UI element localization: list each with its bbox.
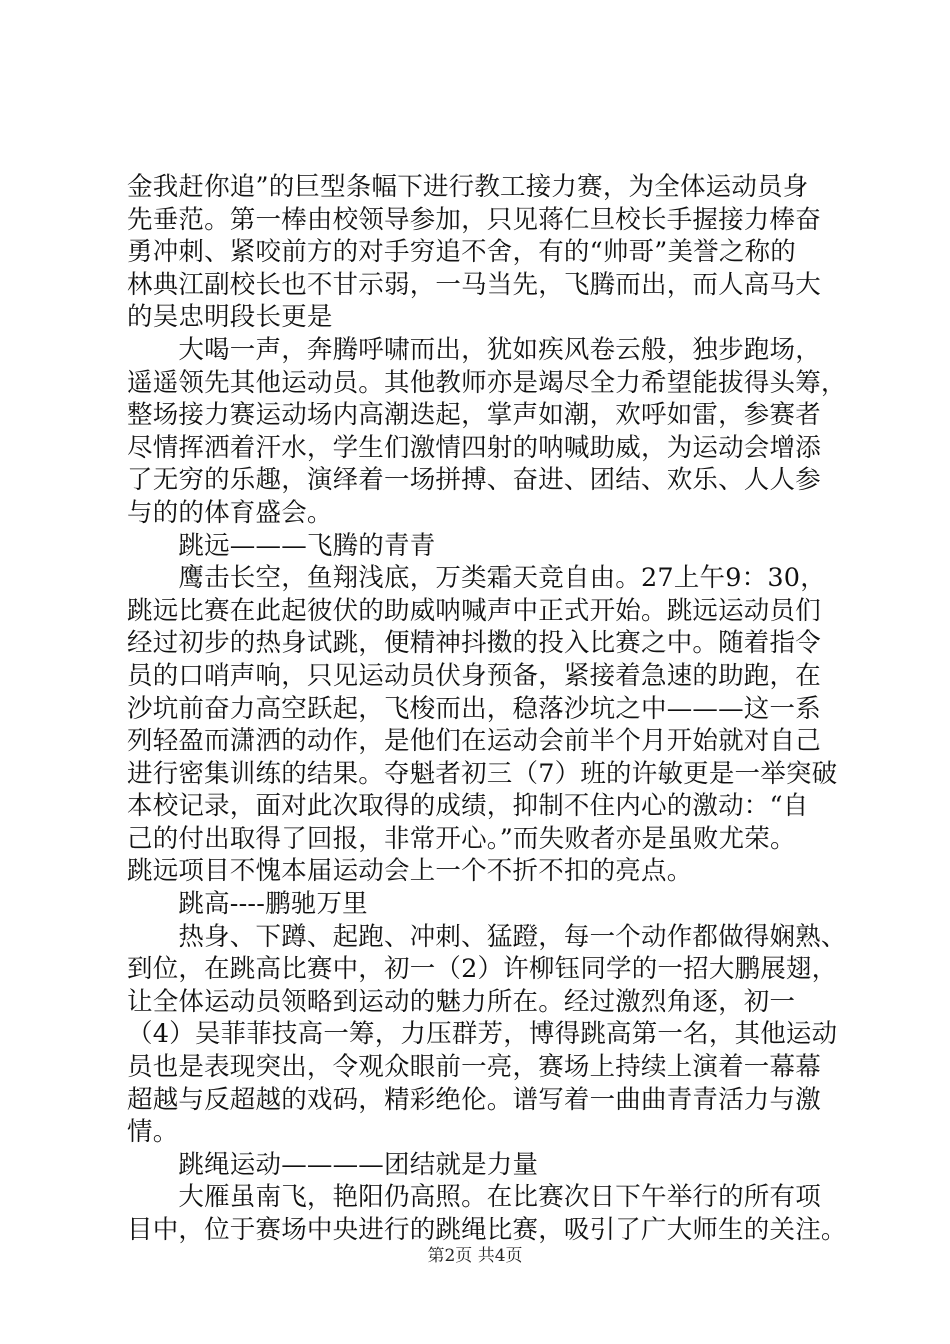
text-line: 跳远项目不愧本届运动会上一个不折不扣的亮点。 bbox=[127, 856, 693, 887]
text-line: 列轻盈而潇洒的动作，是他们在运动会前半个月开始就对自己 bbox=[127, 726, 821, 757]
text-line: 鹰击长空，鱼翔浅底，万类霜天竞自由。27上午9：30， bbox=[127, 563, 826, 594]
text-line: 跳高----鹏驰万里 bbox=[127, 889, 368, 920]
text-line: 跳远比赛在此起彼伏的助威呐喊声中正式开始。跳远运动员们 bbox=[127, 595, 821, 626]
text-line: 勇冲刺、紧咬前方的对手穷追不舍，有的“帅哥”美誉之称的 bbox=[127, 237, 796, 268]
text-line: 的吴忠明段长更是 bbox=[127, 302, 333, 333]
text-line: 经过初步的热身试跳，便精神抖擞的投入比赛之中。随着指令 bbox=[127, 628, 821, 659]
text-line: （4）吴菲菲技高一筹，力压群芳，博得跳高第一名，其他运动 bbox=[127, 1019, 838, 1050]
text-line: 林典江副校长也不甘示弱，一马当先，飞腾而出，而人高马大 bbox=[127, 269, 821, 300]
text-line: 尽情挥洒着汗水，学生们激情四射的呐喊助威，为运动会增添 bbox=[127, 432, 821, 463]
document-body bbox=[127, 171, 847, 1247]
text-line: 情。 bbox=[127, 1117, 179, 1148]
text-line: 跳绳运动————团结就是力量 bbox=[127, 1149, 539, 1180]
page-footer: 第2页 共4页 bbox=[427, 1246, 523, 1266]
text-line: 本校记录，面对此次取得的成绩，抑制不住内心的激动：“自 bbox=[127, 791, 809, 822]
text-line: 员也是表现突出，令观众眼前一亮，赛场上持续上演着一幕幕 bbox=[127, 1052, 821, 1083]
text-line: 员的口哨声响，只见运动员伏身预备，紧接着急速的助跑，在 bbox=[127, 660, 821, 691]
text-line: 跳远———飞腾的青青 bbox=[127, 530, 436, 561]
text-line: 大雁虽南飞，艳阳仍高照。在比赛次日下午举行的所有项 bbox=[127, 1182, 821, 1213]
text-line: 沙坑前奋力高空跃起，飞梭而出，稳落沙坑之中———这一系 bbox=[127, 693, 821, 724]
text-line: 超越与反超越的戏码，精彩绝伦。谱写着一曲曲青青活力与激 bbox=[127, 1084, 821, 1115]
text-line: 遥遥领先其他运动员。其他教师亦是竭尽全力希望能拔得头筹， bbox=[127, 367, 847, 398]
text-line: 了无穷的乐趣，演绎着一场拼搏、奋进、团结、欢乐、人人参 bbox=[127, 465, 821, 496]
text-line: 让全体运动员领略到运动的魅力所在。经过激烈角逐，初一 bbox=[127, 986, 796, 1017]
text-line: 己的付出取得了回报，非常开心。”而失败者亦是虽败尤荣。 bbox=[127, 823, 796, 854]
text-line: 整场接力赛运动场内高潮迭起，掌声如潮，欢呼如雷，参赛者 bbox=[127, 400, 821, 431]
text-line: 到位，在跳高比赛中，初一（2）许柳钰同学的一招大鹏展翅， bbox=[127, 954, 838, 985]
text-line: 先垂范。第一棒由校领导参加，只见蒋仁旦校长手握接力棒奋 bbox=[127, 204, 821, 235]
text-line: 与的的体育盛会。 bbox=[127, 497, 333, 528]
text-line: 热身、下蹲、起跑、冲刺、猛蹬，每一个动作都做得娴熟、 bbox=[127, 921, 847, 952]
text-line: 大喝一声，奔腾呼啸而出，犹如疾风卷云般，独步跑场， bbox=[127, 334, 821, 365]
text-line: 进行密集训练的结果。夺魁者初三（7）班的许敏更是一举突破 bbox=[127, 758, 838, 789]
text-line: 目中，位于赛场中央进行的跳绳比赛，吸引了广大师生的关注。 bbox=[127, 1215, 847, 1245]
text-line: 金我赶你追”的巨型条幅下进行教工接力赛，为全体运动员身 bbox=[127, 172, 809, 202]
